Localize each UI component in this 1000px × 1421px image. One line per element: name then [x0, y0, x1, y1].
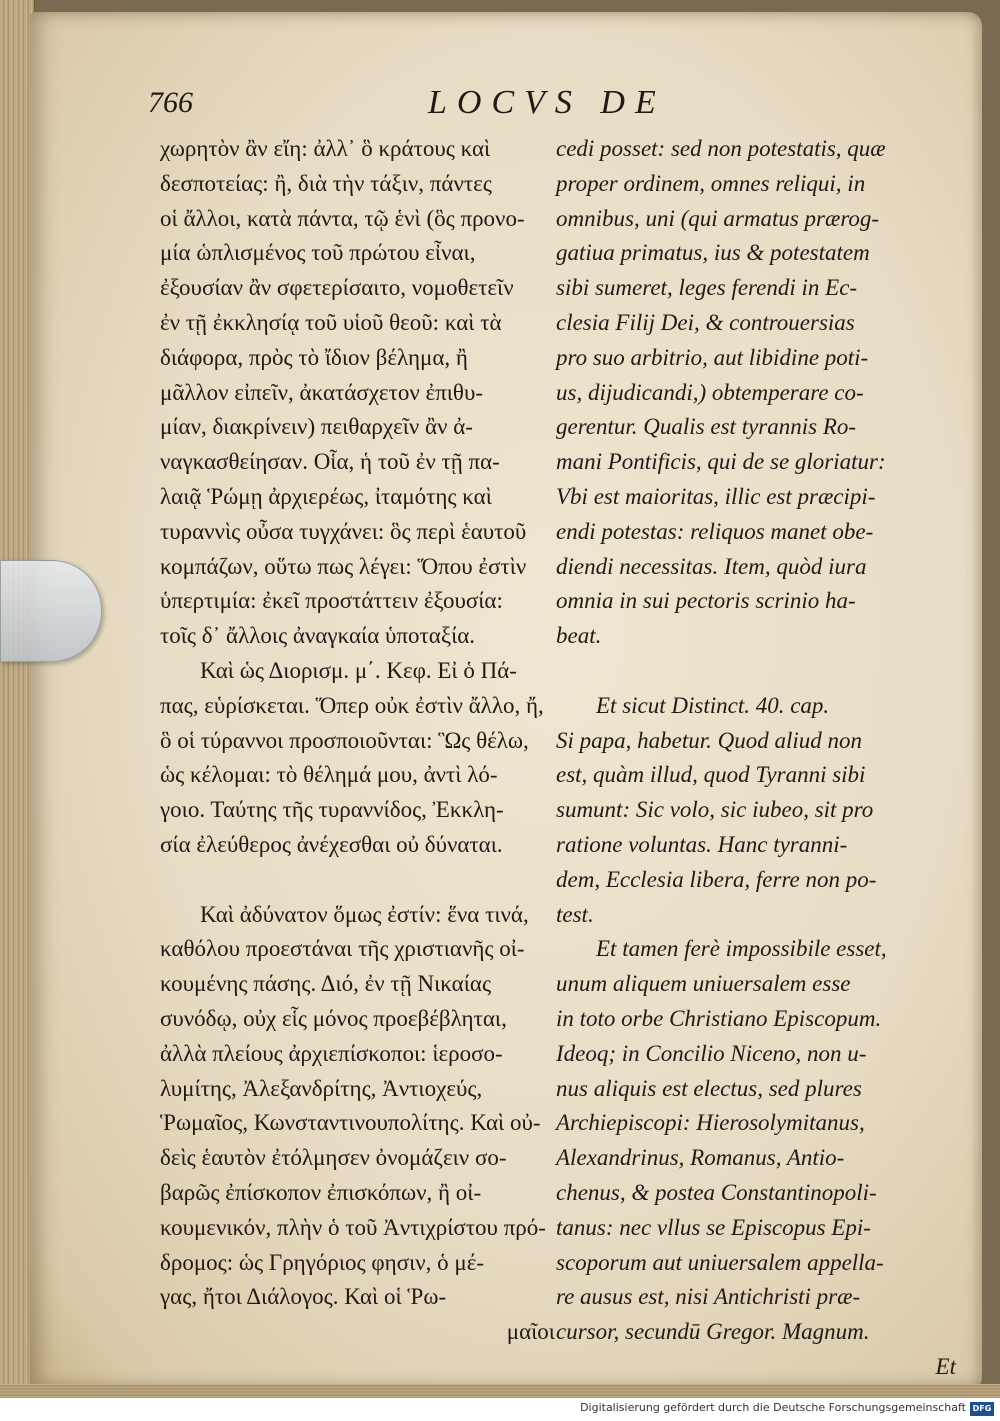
text-line: ναγκασθείησαν. Οἷα, ἡ τοῦ ἐν τῇ πα- [160, 449, 500, 475]
bookmark-clip-icon [0, 560, 102, 662]
text-line: Et tamen ferè impossibile esset, [596, 936, 887, 962]
text-line: Καὶ ἀδύνατον ὅμως ἐστίν: ἕνα τινά, [200, 901, 529, 927]
running-title: LOCVS DE [428, 84, 666, 121]
text-line: chenus, & postea Constantinopoli- [556, 1179, 877, 1205]
text-line: μᾶλλον εἰπεῖν, ἀκατάσχετον ἐπιθυ- [160, 379, 483, 405]
text-line: gatiua primatus, ius & potestatem [556, 240, 870, 266]
text-line: gerentur. Qualis est tyrannis Ro- [556, 414, 857, 440]
text-line: ὑπερτιμία: ἐκεῖ προστάττειν ἐξουσία: [160, 588, 503, 614]
text-line: συνόδῳ, οὐχ εἷς μόνος προεβέβληται, [160, 1005, 507, 1031]
text-line: ἐν τῇ ἐκκλησίᾳ τοῦ υἱοῦ θεοῦ: καὶ τὰ [160, 309, 502, 335]
text-line: cursor, secundū Gregor. Magnum. [556, 1319, 870, 1345]
text-line: Καὶ ὡς Διορισμ. μ΄. Κεφ. Εἰ ὁ Πά- [200, 657, 517, 683]
text-line: ἐξουσίαν ἂν σφετερίσαιτο, νομοθετεῖν [160, 275, 514, 301]
paragraph-gap [160, 863, 555, 898]
text-line: scoporum aut uniuersalem appella- [556, 1249, 884, 1275]
text-line: ἀλλὰ πλείους ἀρχιεπίσκοποι: ἱεροσο- [160, 1040, 503, 1066]
text-line: Et [935, 1353, 956, 1379]
text-line: nus aliquis est electus, sed plures [556, 1075, 862, 1101]
text-line: in toto orbe Christiano Episcopum. [556, 1005, 882, 1031]
text-line: test. [556, 901, 594, 927]
text-line: omnia in sui pectoris scrinio ha- [556, 588, 856, 614]
running-head [148, 80, 938, 124]
text-line: τυραννὶς οὖσα τυγχάνει: ὃς περὶ ἑαυτοῦ [160, 518, 527, 544]
text-line: Ῥωμαῖος, Κωνσταντινουπολίτης. Καὶ οὐ- [160, 1110, 541, 1136]
text-line: clesia Filij Dei, & controuersias [556, 309, 855, 335]
paragraph-gap [556, 654, 956, 689]
text-line: omnibus, uni (qui armatus prærog- [556, 205, 880, 231]
dfg-logo-icon: DFG [970, 1402, 994, 1416]
text-line: μίαν, διακρίνειν) πειθαρχεῖν ἂν ἀ- [160, 414, 473, 440]
text-line: ὡς κέλομαι: τὸ θέλημά μου, ἀντὶ λό- [160, 762, 498, 788]
text-line: us, dijudicandi,) obtemperare co- [556, 379, 864, 405]
text-line: dem, Ecclesia libera, ferre non po- [556, 866, 877, 892]
text-line: tanus: nec vllus se Episcopus Epi- [556, 1214, 871, 1240]
text-line: κουμένης πάσης. Διό, ἐν τῇ Νικαίας [160, 971, 492, 997]
text-line: est, quàm illud, quod Tyranni sibi [556, 762, 866, 788]
text-line: τοῖς δ᾽ ἄλλοις ἀναγκαία ὑποταξία. [160, 623, 476, 649]
latin-column [556, 132, 956, 1385]
text-line: re ausus est, nisi Antichristi præ- [556, 1284, 861, 1310]
text-line: ὃ οἱ τύραννοι προσποιοῦνται: Ὣς θέλω, [160, 727, 529, 753]
text-line: sumunt: Sic volo, sic iubeo, sit pro [556, 797, 874, 823]
text-line: ratione voluntas. Hanc tyranni- [556, 831, 848, 857]
text-line: οἱ ἄλλοι, κατὰ πάντα, τῷ ἑνὶ (ὃς προνο- [160, 205, 525, 231]
text-line: λαιᾷ Ῥώμῃ ἀρχιερέως, ἰταμότης καὶ [160, 483, 492, 509]
text-line: beat. [556, 623, 602, 649]
text-line: μαῖοι [506, 1319, 555, 1345]
text-line: γας, ἤτοι Διάλογος. Καὶ οἱ Ῥω- [160, 1284, 447, 1310]
text-line: κουμενικόν, πλὴν ὁ τοῦ Ἀντιχρίστου πρό- [160, 1214, 546, 1240]
text-line: πας, εὑρίσκεται. Ὅπερ οὐκ ἐστὶν ἄλλο, ἤ, [160, 692, 544, 718]
text-line: Et sicut Distinct. 40. cap. [596, 692, 830, 718]
text-line: σία ἐλεύθερος ἀνέχεσθαι οὐ δύναται. [160, 831, 503, 857]
text-line: mani Pontificis, qui de se gloriatur: [556, 449, 886, 475]
text-line: δεσποτείας: ἢ, διὰ τὴν τάξιν, πάντες [160, 170, 492, 196]
greek-column [160, 132, 555, 1350]
text-line: diendi necessitas. Item, quòd iura [556, 553, 867, 579]
text-line: cedi posset: sed non potestatis, quæ [556, 136, 886, 161]
text-line: λυμίτης, Ἀλεξανδρίτης, Ἀντιοχεύς, [160, 1075, 483, 1101]
text-line: χωρητὸν ἂν εἴη: ἀλλ᾽ ὃ κράτους καὶ [160, 136, 491, 161]
text-line: Alexandrinus, Romanus, Antio- [556, 1145, 845, 1171]
text-line: μία ὡπλισμένος τοῦ πρώτου εἶναι, [160, 240, 476, 266]
text-line: Vbi est maioritas, illic est præcipi- [556, 483, 876, 509]
text-line: διάφορα, πρὸς τὸ ἴδιον βέλημα, ἢ [160, 344, 468, 370]
text-line: unum aliquem uniuersalem esse [556, 971, 851, 997]
text-line: pro suo arbitrio, aut libidine poti- [556, 344, 869, 370]
text-line: endi potestas: reliquos manet obe- [556, 518, 874, 544]
text-line: Archiepiscopi: Hierosolymitanus, [556, 1110, 865, 1136]
text-line: Ideoq; in Concilio Niceno, non u- [556, 1040, 867, 1066]
text-line: δεὶς ἑαυτὸν ἐτόλμησεν ὀνομάζειν σο- [160, 1145, 507, 1171]
page-bottom-edge [0, 1384, 1000, 1398]
funding-credit: Digitalisierung gefördert durch die Deutsche Forschungsgemeinschaft [580, 1401, 966, 1414]
text-line: sibi sumeret, leges ferendi in Ec- [556, 275, 858, 301]
text-line: δρομος: ὡς Γρηγόριος φησιν, ὁ μέ- [160, 1249, 485, 1275]
page-number: 766 [148, 86, 193, 119]
text-line: καθόλου προεστάναι τῆς χριστιανῆς οἰ- [160, 936, 525, 962]
text-line: βαρῶς ἐπίσκοπον ἐπισκόπων, ἢ οἰ- [160, 1179, 482, 1205]
text-line: γοιο. Ταύτης τῆς τυραννίδος, Ἐκκλη- [160, 797, 504, 823]
text-line: κομπάζων, οὕτω πως λέγει: Ὅπου ἐστὶν [160, 553, 527, 579]
text-line: Si papa, habetur. Quod aliud non [556, 727, 863, 753]
footer-bar [0, 1398, 1000, 1421]
text-line: proper ordinem, omnes reliqui, in [556, 170, 866, 196]
